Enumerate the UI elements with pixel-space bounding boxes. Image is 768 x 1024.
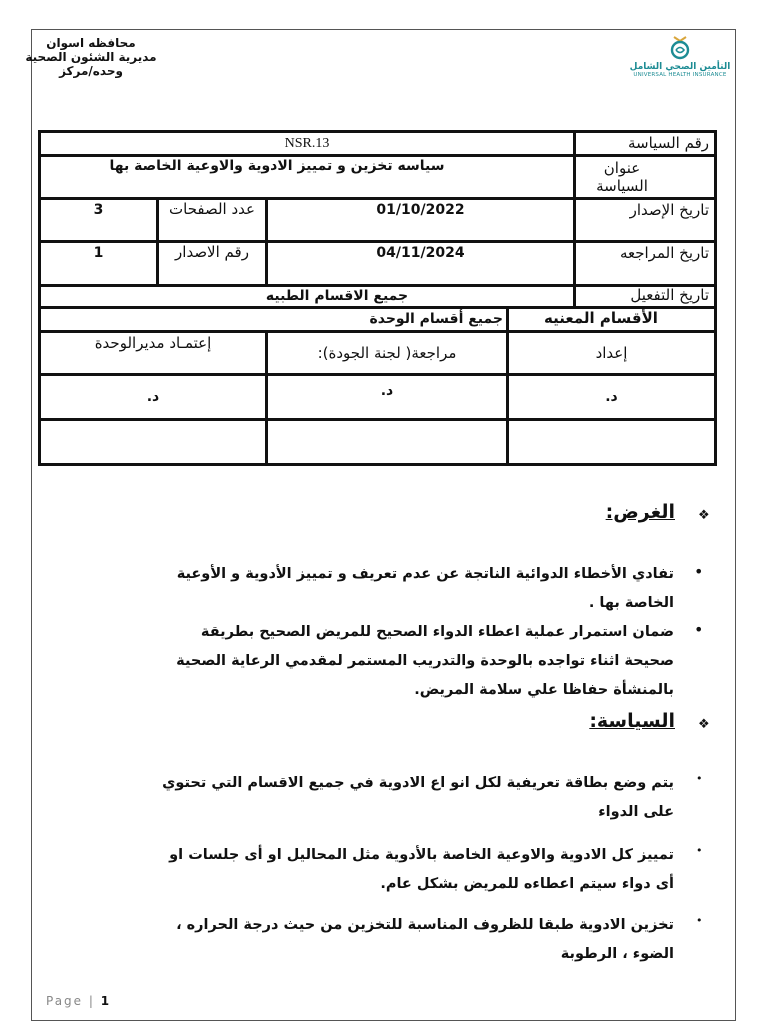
bullet-icon: • xyxy=(694,620,704,639)
purpose-heading: الغرض: xyxy=(605,501,675,523)
page-count-value: 3 xyxy=(93,202,104,218)
issue-date-label: تاريخ الإصدار xyxy=(629,201,709,219)
purpose-item-2: ضمان استمرار عملية اعطاء الدواء الصحيح للمريض الصحيح بطريقة صحيحة اثناء تواجده بالوحدة والتدريب المستمر لمقدمي الرعاية الصحية بالمنشأة حفاظا علي سلامة المريض. xyxy=(176,624,674,698)
unit-line: وحده/مركز xyxy=(59,64,123,78)
version-label: رقم الاصدار xyxy=(175,243,249,261)
policy-info-table xyxy=(38,130,717,466)
policy-number-value: NSR.13 xyxy=(284,136,330,151)
bullet-icon: • xyxy=(696,914,703,927)
activation-date-label: تاريخ التفعيل xyxy=(630,286,709,304)
purpose-item-1: تفادي الأخطاء الدوائية الناتجة عن عدم تعريف و تمييز الأدوية و الأوعية الخاصة بها . xyxy=(176,566,674,611)
logo-arabic-text: التأمين الصحي الشامل xyxy=(629,62,731,72)
policy-title-label: عنوان السياسة xyxy=(596,159,648,195)
bullet-icon: • xyxy=(696,844,703,857)
reviewed-by-signature: د. xyxy=(380,383,394,399)
departments-label: الأقسام المعنيه xyxy=(544,309,658,327)
uhi-logo xyxy=(624,34,736,86)
page-count-label: عدد الصفحات xyxy=(169,200,255,218)
activation-value: جميع الاقسام الطبيه xyxy=(265,288,409,304)
approved-by-signature: د. xyxy=(146,389,160,405)
review-date-value: 04/11/2024 xyxy=(376,245,465,261)
prepared-by-label: إعداد xyxy=(595,344,628,362)
review-date-label: تاريخ المراجعه xyxy=(619,244,709,262)
version-value: 1 xyxy=(93,245,104,261)
page-label: Page | xyxy=(46,994,95,1008)
governorate-header xyxy=(16,36,166,78)
issue-date-value: 01/10/2022 xyxy=(376,202,465,218)
prepared-by-signature: د. xyxy=(605,389,618,405)
uhi-logo-icon xyxy=(666,34,694,62)
directorate-line: مديرية الشئون الصحية xyxy=(25,50,157,64)
reviewed-by-label: مراجعة( لجنة الجودة): xyxy=(317,344,457,362)
bullet-icon: • xyxy=(694,562,704,581)
page-number: 1 xyxy=(100,994,110,1008)
page-footer xyxy=(46,994,109,1008)
policy-item-1: يتم وضع بطاقة تعريفية لكل انو اع الادوية في جميع الاقسام التي تحتوي على الدواء xyxy=(162,775,674,820)
diamond-bullet-icon: ❖ xyxy=(698,717,710,732)
governorate-line: محافظه اسوان xyxy=(46,36,136,50)
policy-item-2: تمييز كل الادوية والاوعية الخاصة بالأدوية مثل المحاليل او أى جلسات او أى دواء سيتم اعطاءه للمريض بشكل عام. xyxy=(169,847,674,892)
policy-number-label: رقم السياسة xyxy=(628,134,709,152)
policy-heading: السياسة: xyxy=(589,710,675,732)
diamond-bullet-icon: ❖ xyxy=(698,508,710,523)
approved-by-label: إعتمـاد مديرالوحدة xyxy=(94,334,212,352)
policy-title-value: سياسه تخزين و تمييز الادوية والاوعية الخاصة بها xyxy=(109,158,445,174)
logo-english-text: UNIVERSAL HEALTH INSURANCE xyxy=(633,72,727,78)
policy-item-3: تخزين الادوية طبقا للظروف المناسبة للتخزين من حيث درجة الحراره ، الضوء ، الرطوبة xyxy=(176,917,674,962)
bullet-icon: • xyxy=(696,772,703,785)
departments-value: جميع أقسام الوحدة xyxy=(369,311,503,327)
